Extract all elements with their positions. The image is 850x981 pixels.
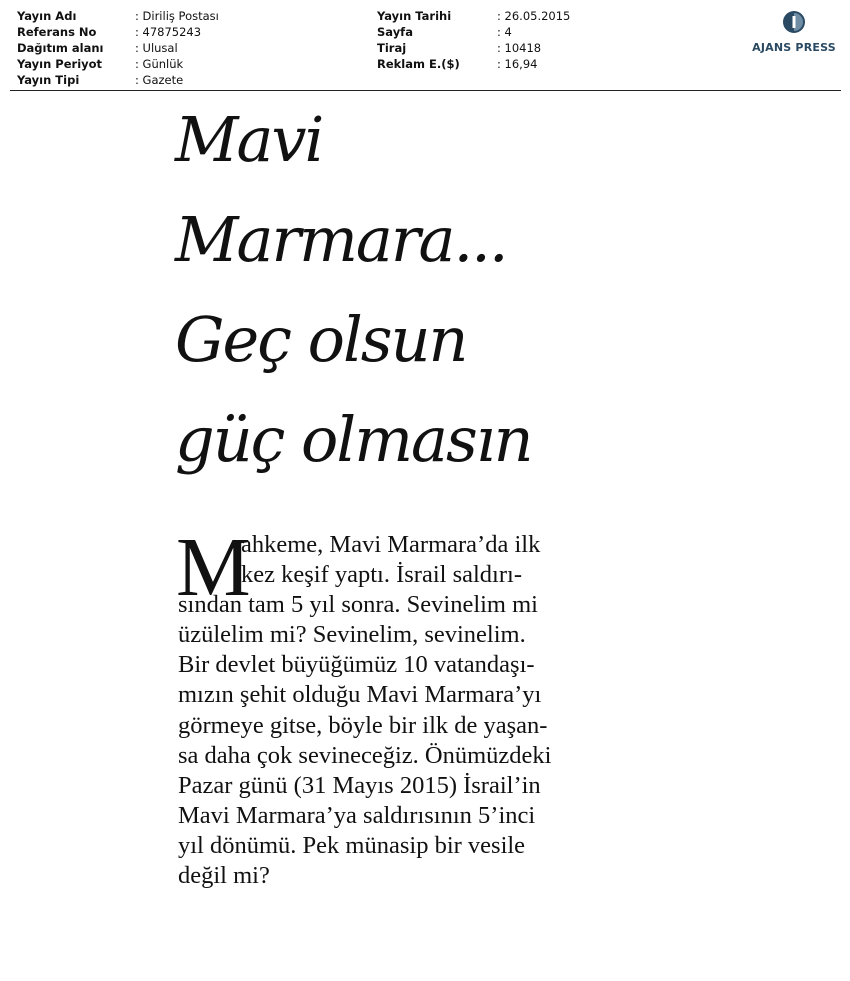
article-line: kez keşif yaptı. İsrail saldırı- [241, 561, 522, 589]
article-line: sından tam 5 yıl sonra. Sevinelim mi [178, 591, 538, 619]
drop-cap: M [176, 521, 251, 614]
meta-value: : 10418 [497, 41, 542, 55]
ajans-press-logo [744, 10, 844, 54]
headline-line: Geç olsun [175, 303, 467, 376]
meta-row [377, 56, 570, 72]
meta-value: : Ulusal [135, 41, 178, 55]
meta-row [377, 40, 570, 56]
meta-value: : Gazete [135, 73, 184, 87]
article-line: Bir devlet büyüğümüz 10 vatandaşı- [178, 651, 535, 679]
headline-line: Mavi [175, 103, 323, 176]
article-line: değil mi? [178, 862, 270, 890]
article-line: yıl dönümü. Pek münasip bir vesile [178, 831, 526, 859]
article-line: üzülelim mi? Sevinelim, sevinelim. [178, 621, 526, 649]
meta-row [17, 40, 219, 56]
ajans-press-logo-icon [782, 10, 806, 34]
logo-text: AJANS PRESS [752, 41, 836, 54]
meta-value: : Diriliş Postası [135, 9, 219, 23]
headline [175, 90, 532, 490]
headline-line: Marmara... [175, 203, 507, 276]
meta-value: : 26.05.2015 [497, 9, 571, 23]
article-body [176, 521, 678, 891]
meta-label: Yayın Periyot [17, 57, 103, 71]
article-line: sa daha çok sevineceğiz. Önümüzdeki [178, 741, 552, 769]
meta-row [17, 56, 219, 72]
headline-line: güç olmasın [175, 403, 532, 476]
meta-label: Dağıtım alanı [17, 41, 104, 55]
meta-row [17, 72, 219, 88]
meta-label: Yayın Tipi [17, 73, 80, 87]
meta-label: Referans No [17, 25, 97, 39]
meta-row [17, 8, 219, 24]
meta-right [377, 8, 570, 72]
meta-row [377, 8, 570, 24]
meta-label: Tiraj [377, 41, 407, 55]
article-line: mızın şehit olduğu Mavi Marmara’yı [178, 681, 542, 709]
meta-label: Yayın Tarihi [377, 9, 452, 23]
meta-left [17, 8, 219, 88]
meta-label: Yayın Adı [17, 9, 77, 23]
meta-label: Sayfa [377, 25, 413, 39]
meta-value: : 4 [497, 25, 512, 39]
meta-label: Reklam E.($) [377, 57, 460, 71]
meta-row [17, 24, 219, 40]
article-line: Pazar günü (31 Mayıs 2015) İsrail’in [178, 771, 541, 799]
meta-value: : 16,94 [497, 57, 538, 71]
article-line: ahkeme, Mavi Marmara’da ilk [241, 531, 541, 558]
meta-value: : 47875243 [135, 25, 202, 39]
meta-value: : Günlük [135, 57, 184, 71]
article-line: Mavi Marmara’ya saldırısının 5’inci [178, 801, 536, 829]
meta-row [377, 24, 570, 40]
article-line: görmeye gitse, böyle bir ilk de yaşan- [178, 711, 548, 739]
